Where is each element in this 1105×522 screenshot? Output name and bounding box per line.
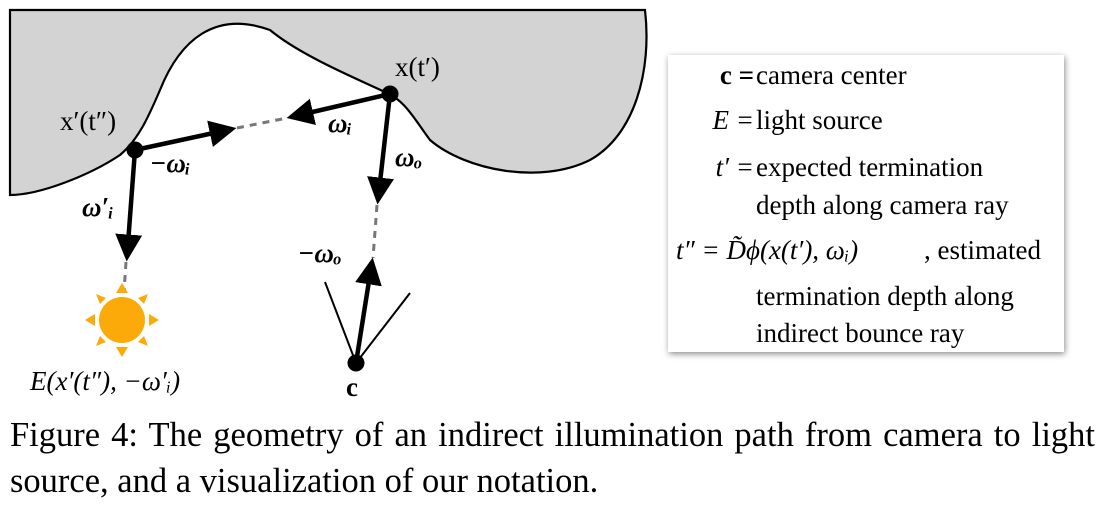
figure-caption: Figure 4: The geometry of an indirect illumination path from camera to light source, and a visualization of our notation. <box>10 416 1095 500</box>
label-x-t-double-prime: x′(t″) <box>60 106 117 136</box>
surface-region <box>10 10 647 195</box>
point-x-t-double-prime <box>127 142 144 159</box>
legend-definition: indirect bounce ray <box>756 318 965 348</box>
legend-symbol: t″ = D̃ϕ(x(t′), ωᵢ) <box>676 235 859 265</box>
arrow-neg-omega-o <box>356 262 372 363</box>
legend-definition: termination depth along <box>756 281 1014 311</box>
legend-definition: expected termination <box>756 152 984 182</box>
legend-definition: , estimated <box>924 235 1041 265</box>
legend-definition: light source <box>756 105 883 135</box>
label-neg-omega-i: −ωᵢ <box>150 148 191 178</box>
arrow-omega-i-prime <box>127 150 135 257</box>
legend-definition: depth along camera ray <box>756 190 1009 220</box>
label-neg-omega-o: −ωₒ <box>298 238 342 268</box>
sun-icon <box>85 283 159 357</box>
legend-symbol: t′ = <box>715 152 754 182</box>
label-camera: c <box>346 372 358 402</box>
label-omega-i: ωᵢ <box>328 108 353 138</box>
camera-frustum-left <box>325 282 356 363</box>
arrow-neg-omega-i <box>135 129 232 150</box>
legend-definition: camera center <box>756 60 907 90</box>
notation-legend <box>668 55 1064 352</box>
label-x-t-prime: x(t′) <box>395 52 440 82</box>
legend-symbol: E = <box>712 105 754 135</box>
point-x-t-prime <box>382 86 399 103</box>
label-omega-i-prime: ω′ᵢ <box>82 192 114 222</box>
dashed-mid-segment <box>237 118 287 128</box>
arrow-omega-o <box>378 94 390 200</box>
dashed-camera-segment <box>373 205 377 258</box>
label-omega-o: ωₒ <box>395 142 423 172</box>
camera-center-point <box>348 355 365 372</box>
legend-symbol: c = <box>719 60 754 90</box>
label-light-emission: E(x′(t″), −ω′ᵢ) <box>30 366 181 396</box>
